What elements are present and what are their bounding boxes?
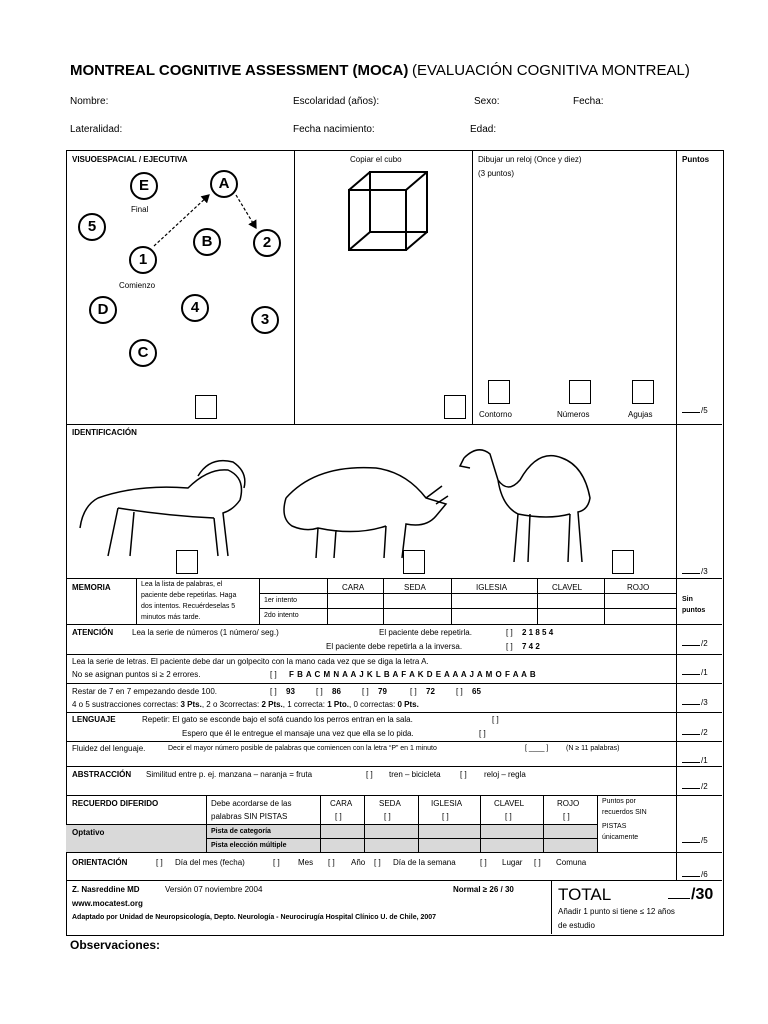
subtract-value-93: 93 [286,687,295,696]
trail-node-1: 1 [129,246,157,274]
total-label: TOTAL [558,885,612,904]
letters-note: No se asignan puntos si ≥ 2 errores. [72,670,201,679]
trail-node-2: 2 [253,229,281,257]
trail-node-d: D [89,296,117,324]
orientacion-heading: ORIENTACIÓN [72,858,128,867]
recuerdo-note-3: PISTAS [602,823,627,830]
subtract-value-86: 86 [332,687,341,696]
recuerdo-heading: RECUERDO DIFERIDO [72,799,159,808]
recuerdo-note-2: recuerdos SIN [602,809,647,816]
orientacion-comuna: Comuna [556,858,587,867]
page-title: MONTREAL COGNITIVE ASSESSMENT (MOCA) [70,62,409,79]
trail-node-5: 5 [78,213,106,241]
letters-instr: Lea la serie de letras. El paciente debe dar un golpecito con la mano cada vez que se diga la letra A. [72,657,429,666]
abstraccion-bracket-1[interactable]: [ ] [366,770,373,779]
trail-arrows [66,160,294,380]
recuerdo-word-clavel: CLAVEL [494,799,525,808]
trail-node-4: 4 [181,294,209,322]
atencion-heading: ATENCIÓN [72,628,114,637]
abstraccion-score: /2 [682,781,708,793]
letters-series: F B A C M N A A J K L B A F A K D E A A A J A M O F A A B [289,670,537,679]
trail-start-label: Comienzo [119,281,156,290]
orientacion-bracket-1[interactable]: [ ] [156,858,163,867]
atencion-forward-bracket[interactable]: [ ] [506,628,513,637]
recuerdo-word-seda: SEDA [379,799,401,808]
recuerdo-instr-2: palabras SIN PISTAS [211,812,288,821]
atencion-score-3: /3 [682,697,708,709]
page-subtitle: (EVALUACIÓN COGNITIVA MONTREAL) [412,62,690,79]
subtract-bracket-2[interactable]: [ ] [316,687,323,696]
pista-eleccion: Pista elección múltiple [211,842,287,849]
memoria-score: Sin puntos [682,596,706,614]
memoria-instr-1: Lea la lista de palabras, el [141,581,223,588]
recuerdo-note-4: únicamente [602,834,639,841]
memoria-word-seda: SEDA [404,583,426,592]
footer-normal: Normal ≥ 26 / 30 [453,885,514,894]
cube-label: Copiar el cubo [350,155,402,164]
identificacion-heading: IDENTIFICACIÓN [72,428,137,437]
rhino-drawing [276,458,452,566]
cube-score-box[interactable] [444,395,466,419]
orientacion-score: /6 [682,869,708,881]
clock-item-numeros: Números [557,410,590,419]
lateralidad-label: Lateralidad: [70,124,123,135]
recuerdo-bracket-clavel[interactable]: [ ] [505,812,512,821]
atencion-score-2: /1 [682,667,708,679]
lenguaje-score-2: /1 [682,755,708,767]
trail-node-3: 3 [251,306,279,334]
total-note-1: Añadir 1 punto si tiene ≤ 12 años [558,907,675,916]
trail-score-box[interactable] [195,395,217,419]
memoria-word-iglesia: IGLESIA [476,583,508,592]
orientacion-bracket-6[interactable]: [ ] [534,858,541,867]
abstraccion-item-2: reloj – regla [484,770,526,779]
fluidez-norm: (N ≥ 11 palabras) [566,745,620,752]
abstraccion-text: Similitud entre p. ej. manzana – naranja = fruta [146,770,313,779]
recuerdo-bracket-rojo[interactable]: [ ] [563,812,570,821]
memoria-instr-3: dos intentos. Recuérdeselas 5 [141,603,236,610]
subtract-value-72: 72 [426,687,435,696]
orientacion-bracket-4[interactable]: [ ] [374,858,381,867]
lenguaje-bracket-2[interactable]: [ ] [479,729,486,738]
orientacion-dia-mes: Día del mes (fecha) [175,858,245,867]
memoria-instr-4: minutos más tarde. [141,614,201,621]
footer-adapted: Adaptado por Unidad de Neuropsicología, Depto. Neurología - Neurocirugía Hospital Clínico U. de Chile, 2007 [72,914,437,921]
lion-score-box[interactable] [176,550,198,574]
observaciones-label: Observaciones: [70,938,161,952]
atencion-digits-backward: 7 4 2 [522,642,540,651]
rhino-score-box[interactable] [403,550,425,574]
orientacion-dia-semana: Día de la semana [393,858,456,867]
abstraccion-item-1: tren – bicicleta [389,770,441,779]
memoria-word-cara: CARA [342,583,365,592]
orientacion-bracket-3[interactable]: [ ] [328,858,335,867]
subtract-value-79: 79 [378,687,387,696]
lion-drawing [78,448,248,566]
clock-agujas-box[interactable] [632,380,654,404]
identificacion-score: /3 [682,566,708,578]
footer-url[interactable]: www.mocatest.org [72,899,143,908]
fecha-label: Fecha: [573,96,604,107]
orientacion-mes: Mes [298,858,314,867]
fluidez-label: Fluidez del lenguaje. [72,744,146,753]
orientacion-bracket-5[interactable]: [ ] [480,858,487,867]
puntos-header: Puntos [682,155,710,164]
subtract-bracket-3[interactable]: [ ] [362,687,369,696]
clock-numeros-box[interactable] [569,380,591,404]
trail-node-e: E [130,172,158,200]
memoria-trial-1: 1er intento [264,597,298,604]
clock-item-agujas: Agujas [628,410,653,419]
abstraccion-heading: ABSTRACCIÓN [72,770,132,779]
memoria-instr-2: paciente debe repetirlas. Haga [141,592,237,599]
clock-points: (3 puntos) [478,169,515,178]
clock-item-contorno: Contorno [479,410,512,419]
atencion-forward-instr: El paciente debe repetirla. [379,628,472,637]
subtract-value-65: 65 [472,687,481,696]
letters-bracket[interactable]: [ ] [270,670,277,679]
orientacion-lugar: Lugar [502,858,523,867]
footer-author: Z. Nasreddine MD [72,885,140,894]
recuerdo-instr-1: Debe acordarse de las [211,799,292,808]
clock-contorno-box[interactable] [488,380,510,404]
recuerdo-bracket-iglesia[interactable]: [ ] [442,812,449,821]
memoria-trial-2: 2do intento [264,612,299,619]
recuerdo-bracket-cara[interactable]: [ ] [335,812,342,821]
total-score: /30 [668,885,713,905]
total-note-2: de estudio [558,921,595,930]
camel-drawing [458,440,608,566]
atencion-score-1: /2 [682,638,708,650]
optativo-label: Optativo [72,828,105,837]
pista-categoria: Pista de categoría [211,828,271,835]
trail-node-b: B [193,228,221,256]
clock-label: Dibujar un reloj (Once y diez) [478,155,582,164]
lenguaje-repetir-1: Repetir: El gato se esconde bajo el sofá cuando los perros entran en la sala. [142,715,413,724]
cube-drawing [344,168,434,258]
sexo-label: Sexo: [474,96,500,107]
memoria-heading: MEMORIA [72,583,111,592]
atencion-backward-bracket[interactable]: [ ] [506,642,513,651]
trail-node-a: A [210,170,238,198]
lenguaje-heading: LENGUAJE [72,715,116,724]
fluidez-bracket[interactable]: [ ____ ] [525,745,549,752]
visuo-score: /5 [682,405,708,417]
orientacion-bracket-2[interactable]: [ ] [273,858,280,867]
orientacion-ano: Año [351,858,366,867]
atencion-digits-instr: Lea la serie de números (1 número/ seg.) [132,628,279,637]
lenguaje-repetir-2: Espero que él le entregue el mansaje una vez que ella se lo pida. [182,729,414,738]
escolaridad-label: Escolaridad (años): [293,96,380,107]
recuerdo-word-rojo: ROJO [557,799,580,808]
fluidez-detail: Decir el mayor número posible de palabras que comiencen con la letra “P” en 1 minuto [168,745,437,752]
trail-final-label: Final [131,205,149,214]
recuerdo-note-1: Puntos por [602,798,636,805]
lenguaje-bracket-1[interactable]: [ ] [492,715,499,724]
subtract-bracket-4[interactable]: [ ] [410,687,417,696]
memoria-word-clavel: CLAVEL [552,583,583,592]
subtract-scoring: 4 o 5 sustracciones correctas: 3 Pts., 2 o 3correctas: 2 Pts., 1 correcta: 1 Pto., 0 correctas: 0 Pts. [72,700,419,709]
nombre-label: Nombre: [70,96,109,107]
recuerdo-word-cara: CARA [330,799,353,808]
recuerdo-bracket-seda[interactable]: [ ] [384,812,391,821]
lenguaje-score-1: /2 [682,727,708,739]
recuerdo-word-iglesia: IGLESIA [431,799,463,808]
subtract-instr: Restar de 7 en 7 empezando desde 100. [72,687,217,696]
atencion-digits-forward: 2 1 8 5 4 [522,628,554,637]
camel-score-box[interactable] [612,550,634,574]
edad-label: Edad: [470,124,497,135]
trail-node-c: C [129,339,157,367]
subtract-bracket-5[interactable]: [ ] [456,687,463,696]
memoria-word-rojo: ROJO [627,583,650,592]
visuo-heading: VISUOESPACIAL / EJECUTIVA [72,155,188,164]
recuerdo-score: /5 [682,835,708,847]
footer-version: Versión 07 noviembre 2004 [165,885,263,894]
nacimiento-label: Fecha nacimiento: [293,124,375,135]
abstraccion-bracket-2[interactable]: [ ] [460,770,467,779]
atencion-backward-instr: El paciente debe repetirla a la inversa. [326,642,463,651]
subtract-bracket-1[interactable]: [ ] [270,687,277,696]
